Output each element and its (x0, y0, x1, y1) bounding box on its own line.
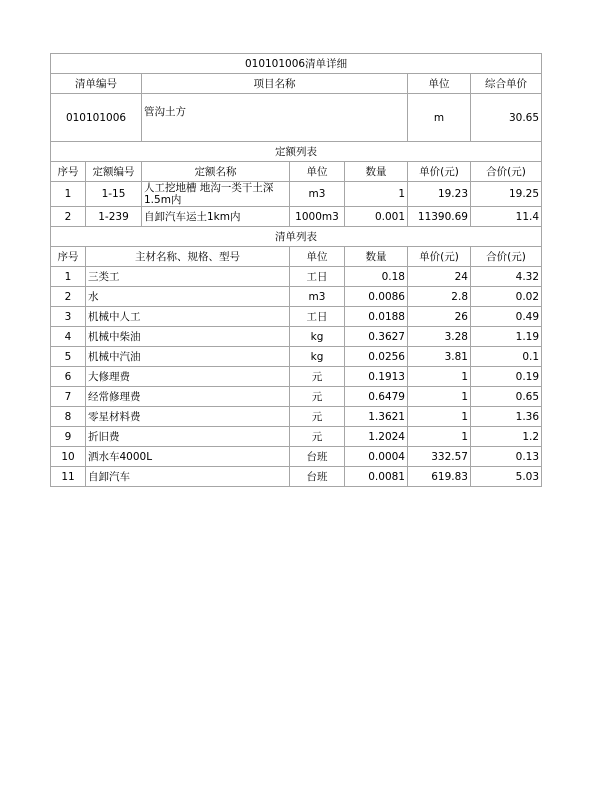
material-name: 水 (86, 287, 290, 307)
header-code: 清单编号 (51, 74, 142, 94)
material-price: 332.57 (408, 447, 471, 467)
quota-qty: 0.001 (345, 207, 408, 227)
material-total: 1.19 (471, 327, 542, 347)
header-unit: 单位 (408, 74, 471, 94)
sheet-title: 010101006清单详细 (51, 54, 542, 74)
material-name: 三类工 (86, 267, 290, 287)
material-name: 经常修理费 (86, 387, 290, 407)
quota-seq: 2 (51, 207, 86, 227)
material-total: 0.19 (471, 367, 542, 387)
material-price: 619.83 (408, 467, 471, 487)
material-qty: 0.0256 (345, 347, 408, 367)
material-unit: 工日 (290, 267, 345, 287)
material-total: 0.1 (471, 347, 542, 367)
material-total: 0.13 (471, 447, 542, 467)
quota-name: 人工挖地槽 地沟一类干土深1.5m内 (142, 182, 290, 207)
material-row (51, 427, 542, 447)
material-price: 1 (408, 427, 471, 447)
material-row (51, 367, 542, 387)
material-qty: 0.3627 (345, 327, 408, 347)
materials-table-body (51, 267, 542, 487)
material-total: 4.32 (471, 267, 542, 287)
materials-header-qty: 数量 (345, 247, 408, 267)
material-qty: 0.0188 (345, 307, 408, 327)
material-unit: 元 (290, 407, 345, 427)
quota-header-name: 定额名称 (142, 162, 290, 182)
material-qty: 0.6479 (345, 387, 408, 407)
material-qty: 0.0081 (345, 467, 408, 487)
material-qty: 0.18 (345, 267, 408, 287)
quota-code: 1-15 (86, 182, 142, 207)
materials-header-name: 主材名称、规格、型号 (86, 247, 290, 267)
material-seq: 1 (51, 267, 86, 287)
material-total: 5.03 (471, 467, 542, 487)
header-name: 项目名称 (142, 74, 408, 94)
material-unit: 元 (290, 367, 345, 387)
material-seq: 9 (51, 427, 86, 447)
material-row (51, 347, 542, 367)
material-total: 0.65 (471, 387, 542, 407)
detail-sheet (50, 53, 542, 487)
material-qty: 0.1913 (345, 367, 408, 387)
material-price: 3.81 (408, 347, 471, 367)
quota-unit: 1000m3 (290, 207, 345, 227)
material-name: 自卸汽车 (86, 467, 290, 487)
quota-total: 19.25 (471, 182, 542, 207)
material-unit: kg (290, 347, 345, 367)
material-total: 1.2 (471, 427, 542, 447)
materials-header-price: 单价(元) (408, 247, 471, 267)
quota-header-qty: 数量 (345, 162, 408, 182)
material-seq: 10 (51, 447, 86, 467)
material-price: 3.28 (408, 327, 471, 347)
material-name: 机械中人工 (86, 307, 290, 327)
materials-section-title: 清单列表 (51, 227, 542, 247)
quota-section-title: 定额列表 (51, 142, 542, 162)
quota-row (51, 207, 542, 227)
material-row (51, 447, 542, 467)
quota-qty: 1 (345, 182, 408, 207)
material-qty: 0.0086 (345, 287, 408, 307)
material-unit: 台班 (290, 447, 345, 467)
material-qty: 0.0004 (345, 447, 408, 467)
quota-unit: m3 (290, 182, 345, 207)
material-unit: 元 (290, 387, 345, 407)
quota-name: 自卸汽车运土1km内 (142, 207, 290, 227)
material-row (51, 287, 542, 307)
material-seq: 3 (51, 307, 86, 327)
material-unit: kg (290, 327, 345, 347)
material-total: 0.49 (471, 307, 542, 327)
material-row (51, 267, 542, 287)
quota-price: 19.23 (408, 182, 471, 207)
item-name: 管沟土方 (142, 94, 408, 142)
material-seq: 2 (51, 287, 86, 307)
material-price: 1 (408, 367, 471, 387)
materials-header-total: 合价(元) (471, 247, 542, 267)
material-price: 2.8 (408, 287, 471, 307)
material-price: 1 (408, 387, 471, 407)
quota-row (51, 182, 542, 207)
material-row (51, 327, 542, 347)
material-row (51, 307, 542, 327)
material-unit: 台班 (290, 467, 345, 487)
item-code: 010101006 (51, 94, 142, 142)
material-total: 1.36 (471, 407, 542, 427)
material-unit: 元 (290, 427, 345, 447)
material-qty: 1.2024 (345, 427, 408, 447)
material-seq: 5 (51, 347, 86, 367)
quota-total: 11.4 (471, 207, 542, 227)
material-seq: 8 (51, 407, 86, 427)
material-seq: 6 (51, 367, 86, 387)
material-seq: 7 (51, 387, 86, 407)
material-row (51, 387, 542, 407)
header-price: 综合单价 (471, 74, 542, 94)
material-name: 零星材料费 (86, 407, 290, 427)
material-name: 折旧费 (86, 427, 290, 447)
item-price: 30.65 (471, 94, 542, 142)
material-price: 1 (408, 407, 471, 427)
material-seq: 11 (51, 467, 86, 487)
material-name: 洒水车4000L (86, 447, 290, 467)
quota-header-total: 合价(元) (471, 162, 542, 182)
quota-header-price: 单价(元) (408, 162, 471, 182)
material-price: 26 (408, 307, 471, 327)
material-unit: m3 (290, 287, 345, 307)
quota-header-unit: 单位 (290, 162, 345, 182)
material-total: 0.02 (471, 287, 542, 307)
material-price: 24 (408, 267, 471, 287)
material-qty: 1.3621 (345, 407, 408, 427)
material-name: 机械中柴油 (86, 327, 290, 347)
quota-header-code: 定额编号 (86, 162, 142, 182)
quota-header-seq: 序号 (51, 162, 86, 182)
material-seq: 4 (51, 327, 86, 347)
materials-header-unit: 单位 (290, 247, 345, 267)
material-name: 大修理费 (86, 367, 290, 387)
quota-price: 11390.69 (408, 207, 471, 227)
quota-seq: 1 (51, 182, 86, 207)
materials-header-seq: 序号 (51, 247, 86, 267)
material-row (51, 407, 542, 427)
material-name: 机械中汽油 (86, 347, 290, 367)
item-unit: m (408, 94, 471, 142)
material-unit: 工日 (290, 307, 345, 327)
quota-code: 1-239 (86, 207, 142, 227)
material-row (51, 467, 542, 487)
